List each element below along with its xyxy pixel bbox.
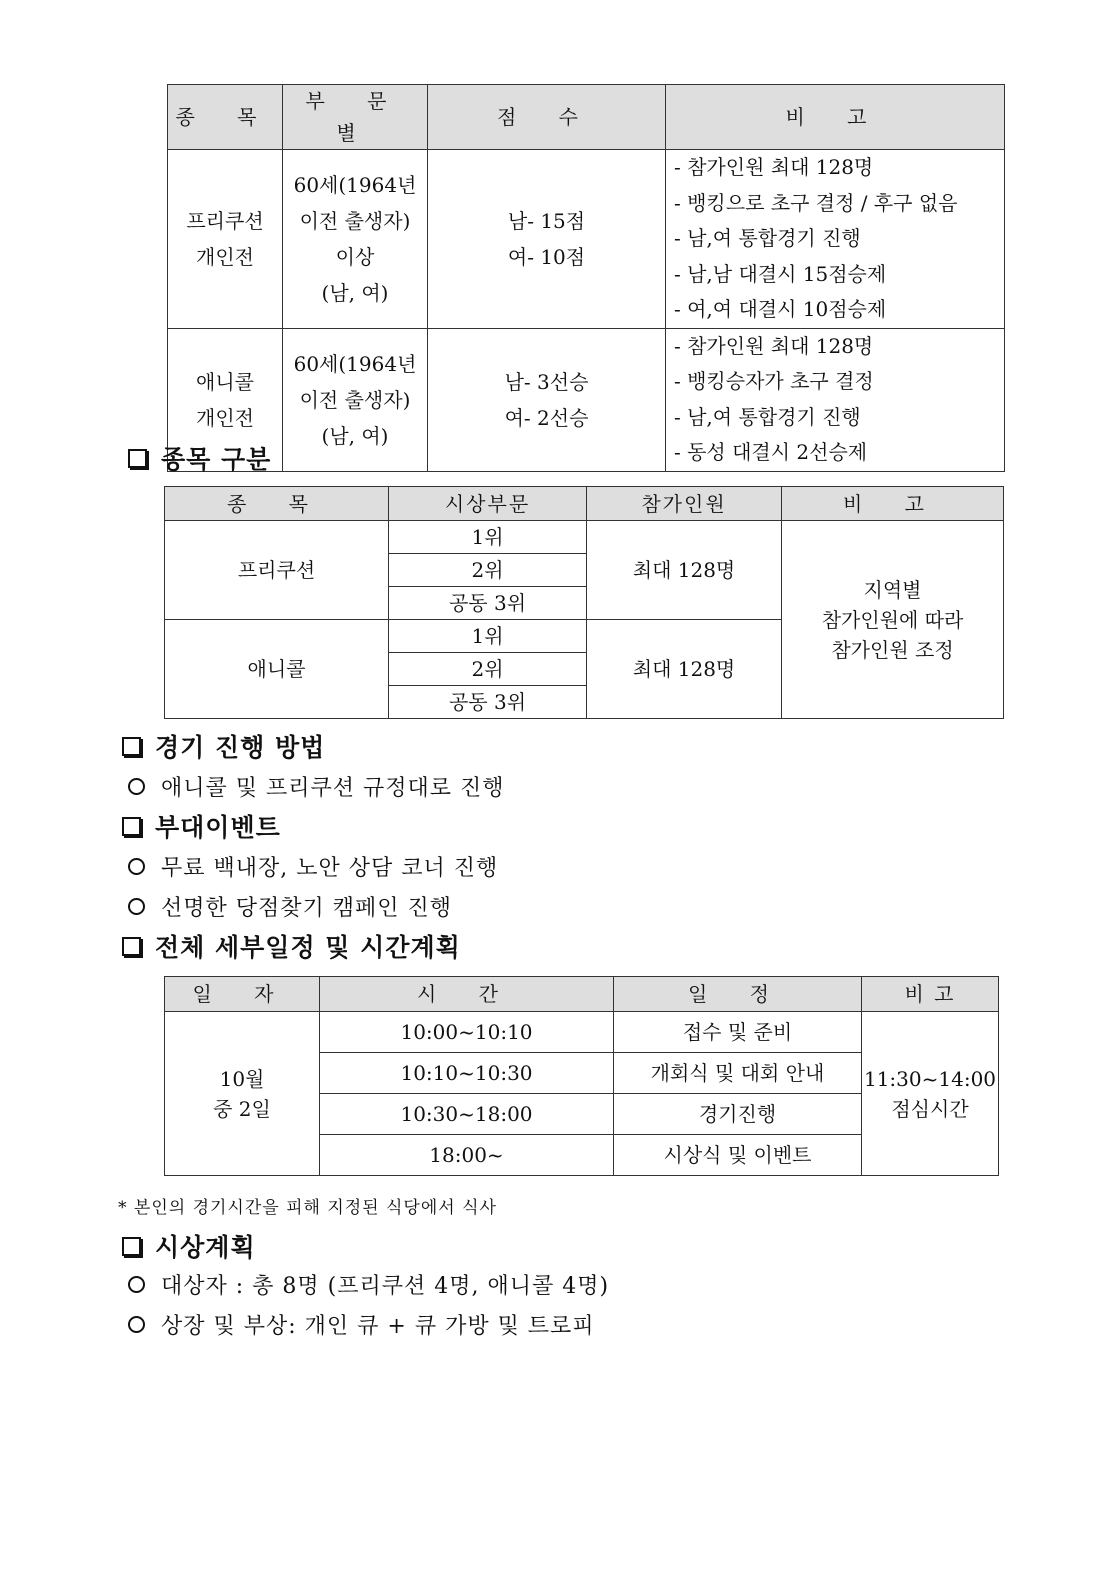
section-heading: 부대이벤트 <box>122 808 281 844</box>
checkbox-square-icon <box>122 1237 141 1256</box>
time-cell: 10:00~10:10 <box>320 1012 614 1053</box>
header-event: 종 목 <box>165 487 389 521</box>
header-participants: 참가인원 <box>587 487 782 521</box>
circle-bullet-icon <box>128 1316 145 1333</box>
rank-cell: 2위 <box>389 653 587 686</box>
date-cell: 10월 중 2일 <box>165 1012 320 1176</box>
notes-cell: 지역별 참가인원에 따라 참가인원 조정 <box>782 521 1004 719</box>
checkbox-square-icon <box>128 449 147 468</box>
section-heading: 전체 세부일정 및 시간계획 <box>122 928 461 964</box>
event-cell: 애니콜 개인전 <box>168 328 283 471</box>
schedule-cell: 개회식 및 대회 안내 <box>614 1053 862 1094</box>
circle-bullet-icon <box>128 898 145 915</box>
footnote: * 본인의 경기시간을 피해 지정된 식당에서 식사 <box>118 1198 497 1218</box>
circle-bullet-icon <box>128 858 145 875</box>
header-score: 점 수 <box>428 85 666 150</box>
section-heading: 종목 구분 <box>128 440 271 476</box>
rank-cell: 1위 <box>389 620 587 653</box>
header-notes: 비 고 <box>782 487 1004 521</box>
header-division: 부 문 별 <box>283 85 428 150</box>
header-event: 종 목 <box>168 85 283 150</box>
header-award-category: 시상부문 <box>389 487 587 521</box>
event-category-table <box>164 486 1004 719</box>
event-cell: 애니콜 <box>165 620 389 719</box>
notes-cell: - 참가인원 최대 128명 - 뱅킹승자가 초구 결정 - 남,여 통합경기 진행 - 동성 대결시 2선승제 <box>666 328 1005 471</box>
schedule-table <box>164 976 999 1176</box>
header-notes: 비 고 <box>862 977 999 1012</box>
time-cell: 10:30~18:00 <box>320 1094 614 1135</box>
rank-cell: 2위 <box>389 554 587 587</box>
list-item: 선명한 당점찾기 캠페인 진행 <box>128 891 452 922</box>
rank-cell: 공동 3위 <box>389 587 587 620</box>
header-notes: 비 고 <box>666 85 1005 150</box>
circle-bullet-icon <box>128 1276 145 1293</box>
participants-cell: 최대 128명 <box>587 620 782 719</box>
header-time: 시 간 <box>320 977 614 1012</box>
rank-cell: 공동 3위 <box>389 686 587 719</box>
list-item: 상장 및 부상: 개인 큐 + 큐 가방 및 트로피 <box>128 1309 595 1340</box>
time-cell: 18:00~ <box>320 1135 614 1176</box>
rank-cell: 1위 <box>389 521 587 554</box>
event-cell: 프리쿠션 개인전 <box>168 150 283 329</box>
score-cell: 남- 3선승 여- 2선승 <box>428 328 666 471</box>
division-cell: 60세(1964년 이전 출생자) (남, 여) <box>283 328 428 471</box>
list-item: 무료 백내장, 노안 상담 코너 진행 <box>128 851 498 882</box>
schedule-cell: 경기진행 <box>614 1094 862 1135</box>
event-cell: 프리쿠션 <box>165 521 389 620</box>
division-cell: 60세(1964년 이전 출생자) 이상 (남, 여) <box>283 150 428 329</box>
schedule-cell: 접수 및 준비 <box>614 1012 862 1053</box>
list-item: 애니콜 및 프리쿠션 규정대로 진행 <box>128 771 505 802</box>
notes-cell: - 참가인원 최대 128명 - 뱅킹으로 초구 결정 / 후구 없음 - 남,여 통합경기 진행 - 남,남 대결시 15점승제 - 여,여 대결시 10점승제 <box>666 150 1005 329</box>
checkbox-square-icon <box>122 817 141 836</box>
schedule-cell: 시상식 및 이벤트 <box>614 1135 862 1176</box>
section-heading: 시상계획 <box>122 1228 256 1264</box>
circle-bullet-icon <box>128 778 145 795</box>
event-rules-table <box>167 84 1005 472</box>
list-item: 대상자 : 총 8명 (프리쿠션 4명, 애니콜 4명) <box>128 1269 609 1300</box>
checkbox-square-icon <box>122 937 141 956</box>
score-cell: 남- 15점 여- 10점 <box>428 150 666 329</box>
time-cell: 10:10~10:30 <box>320 1053 614 1094</box>
header-schedule: 일 정 <box>614 977 862 1012</box>
checkbox-square-icon <box>122 737 141 756</box>
participants-cell: 최대 128명 <box>587 521 782 620</box>
header-date: 일 자 <box>165 977 320 1012</box>
section-heading: 경기 진행 방법 <box>122 728 325 764</box>
notes-cell: 11:30~14:00 점심시간 <box>862 1012 999 1176</box>
